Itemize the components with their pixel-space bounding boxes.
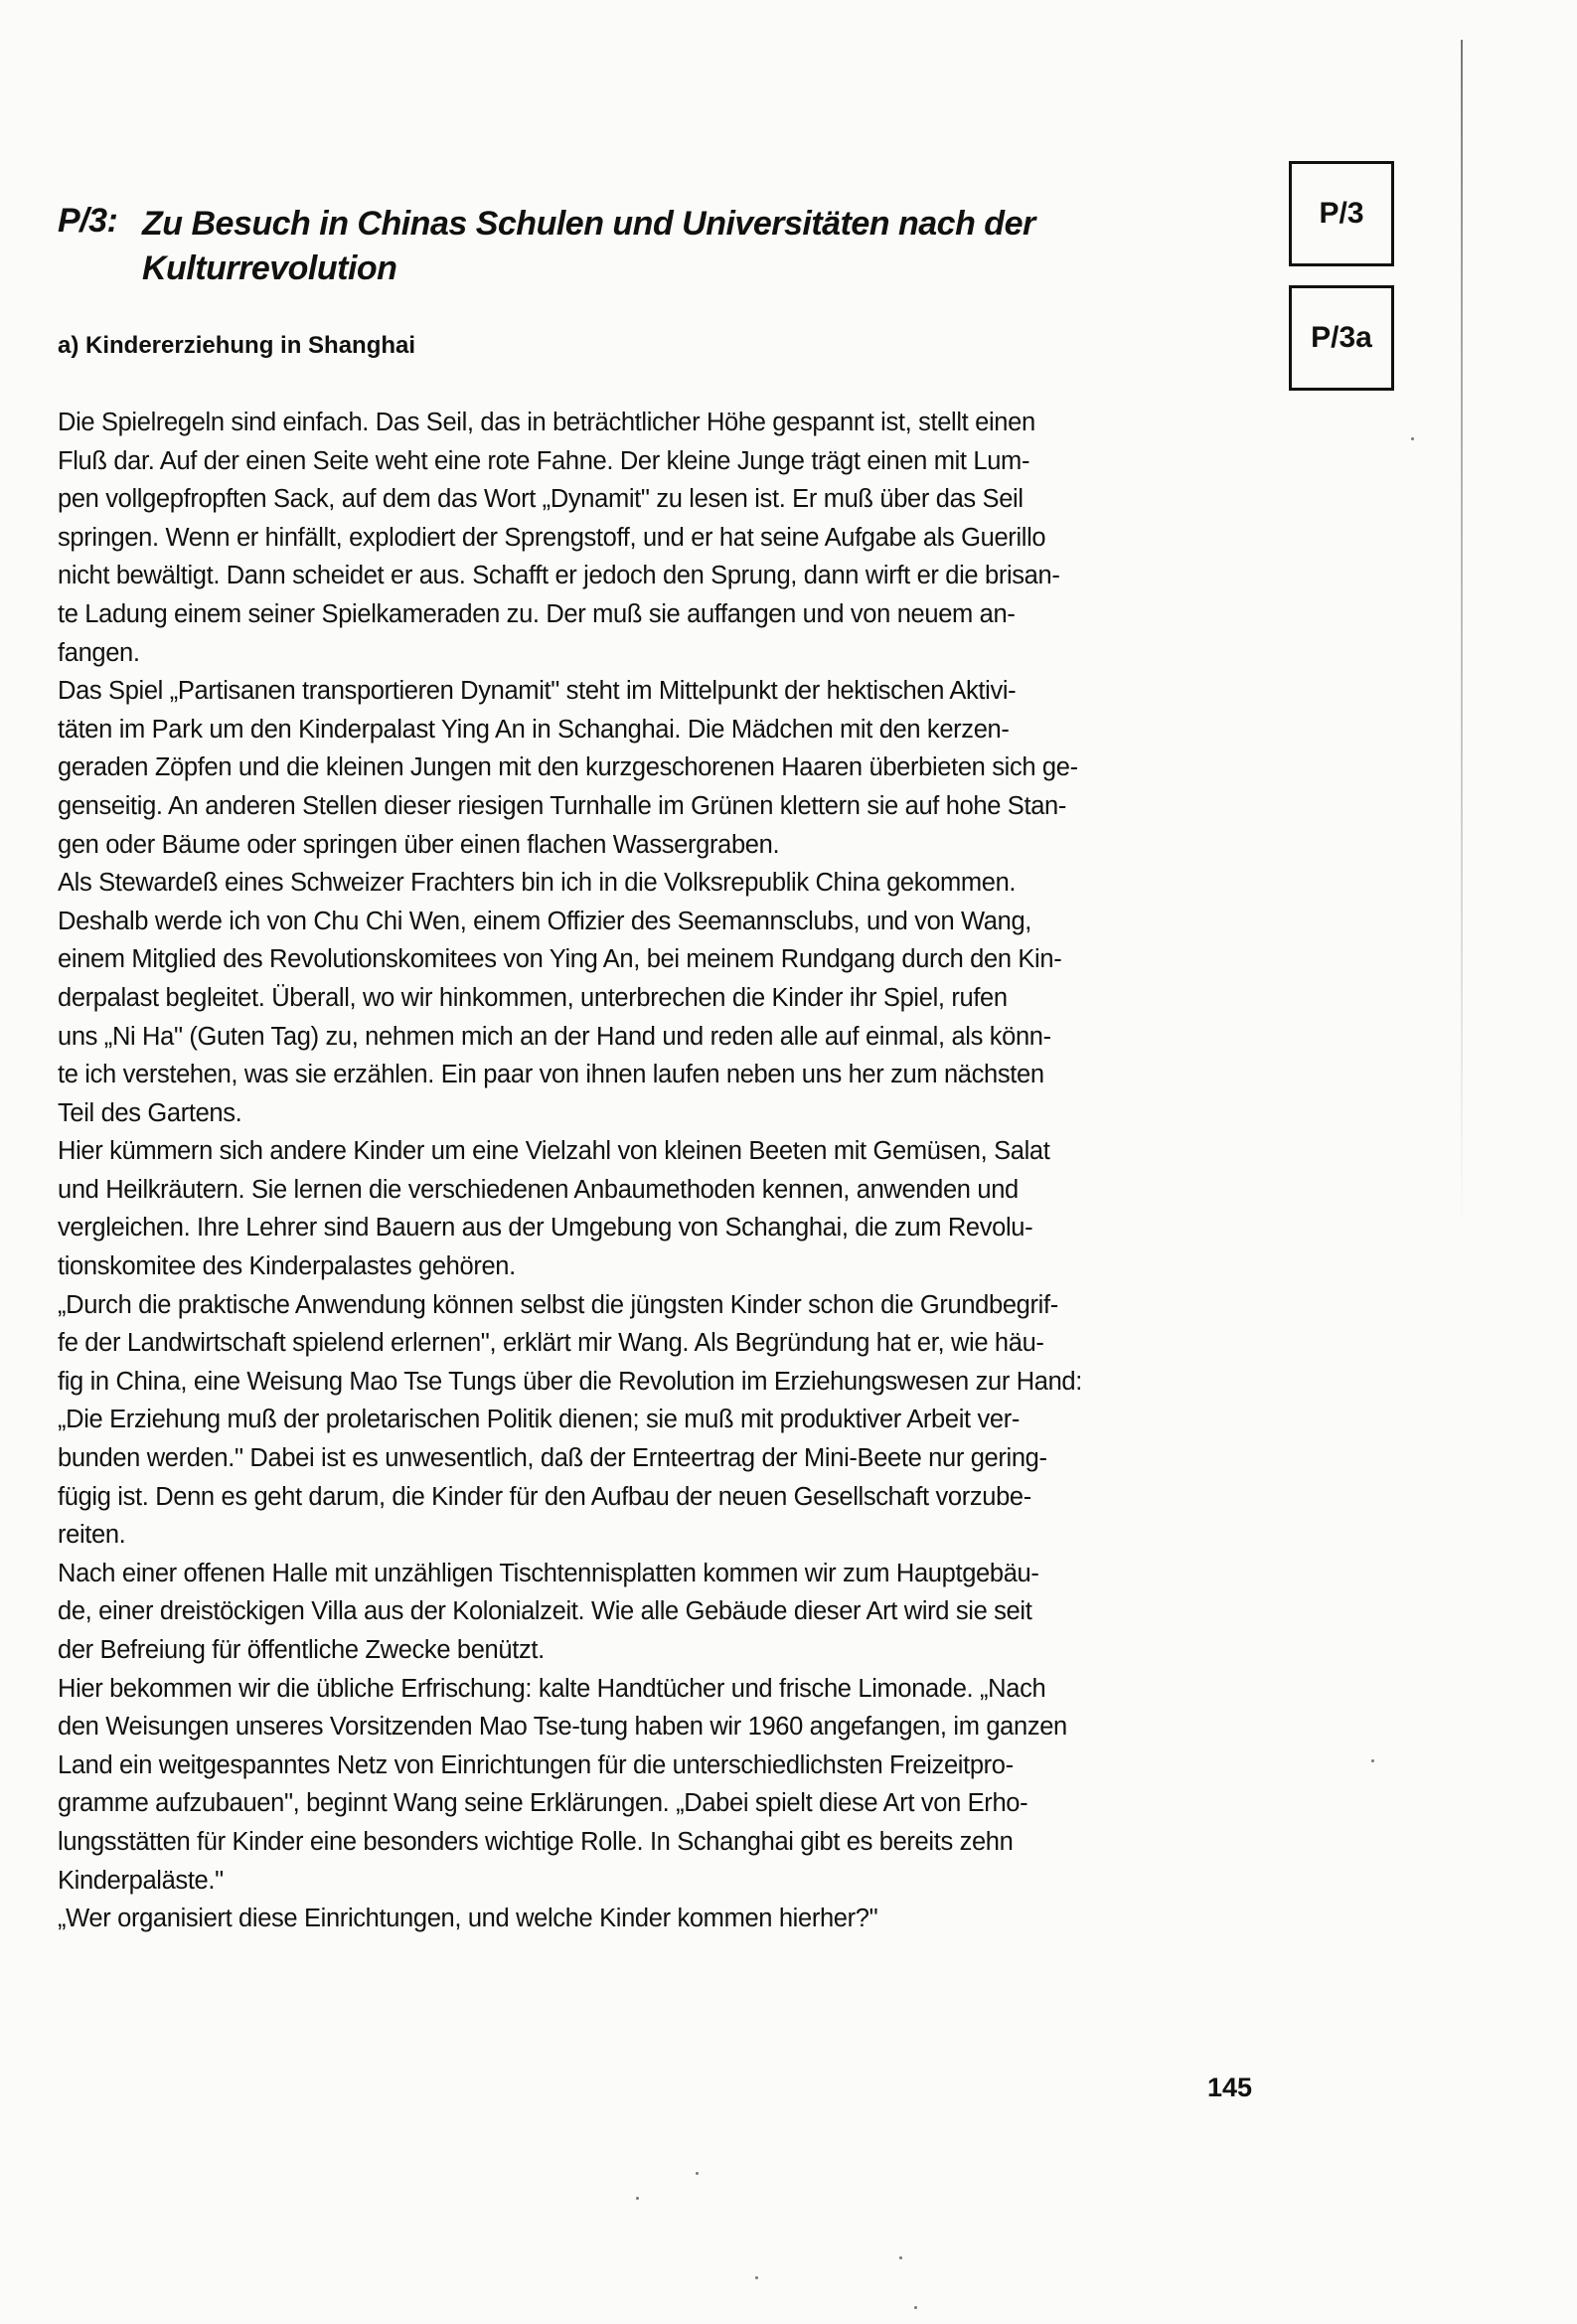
text-line: Hier bekommen wir die übliche Erfrischung: kalte Handtücher und frische Limonade. „Nach [58, 1674, 1046, 1703]
scan-speck [1371, 1759, 1374, 1762]
scan-edge-line [1461, 40, 1463, 1233]
text-line: de, einer dreistöckigen Villa aus der Kolonialzeit. Wie alle Gebäude dieser Art wird sie seit [58, 1597, 1032, 1626]
subsection-heading: a) Kindererziehung in Shanghai [58, 332, 416, 359]
text-line: lungsstätten für Kinder eine besonders wichtige Rolle. In Schanghai gibt es bereits zehn [58, 1827, 1014, 1856]
text-line: Land ein weitgespanntes Netz von Einrichtungen für die unterschiedlichsten Freizeitpro- [58, 1750, 1014, 1779]
text-line: genseitig. An anderen Stellen dieser riesigen Turnhalle im Grünen klettern sie auf hohe Stan- [58, 791, 1067, 820]
text-line: te ich verstehen, was sie erzählen. Ein paar von ihnen laufen neben uns her zum nächsten [58, 1061, 1044, 1089]
text-line: „Durch die praktische Anwendung können selbst die jüngsten Kinder schon die Grundbegrif- [58, 1290, 1058, 1319]
text-line: und Heilkräutern. Sie lernen die verschiedenen Anbaumethoden kennen, anwenden und [58, 1175, 1019, 1204]
text-line: uns „Ni Ha" (Guten Tag) zu, nehmen mich an der Hand und reden alle auf einmal, als könn- [58, 1022, 1051, 1051]
text-line: Fluß dar. Auf der einen Seite weht eine rote Fahne. Der kleine Junge trägt einen mit Lum- [58, 446, 1030, 475]
text-line: nicht bewältigt. Dann scheidet er aus. Schafft er jedoch den Sprung, dann wirft er die brisan- [58, 562, 1060, 590]
title-line-1: Zu Besuch in Chinas Schulen und Universitäten nach der [142, 205, 1035, 243]
text-line: fügig ist. Denn es geht darum, die Kinder für den Aufbau der neuen Gesellschaft vorzube- [58, 1482, 1031, 1511]
text-line: reiten. [58, 1521, 126, 1550]
text-line: fangen. [58, 638, 140, 667]
text-line: tionskomitee des Kinderpalastes gehören. [58, 1252, 516, 1281]
text-line: gen oder Bäume oder springen über einen flachen Wassergraben. [58, 830, 780, 859]
text-line: täten im Park um den Kinderpalast Ying An in Schanghai. Die Mädchen mit den kerzen- [58, 715, 1010, 744]
text-line: „Wer organisiert diese Einrichtungen, und welche Kinder kommen hierher?" [58, 1905, 878, 1933]
text-line: Nach einer offenen Halle mit unzähligen Tischtennisplatten kommen wir zum Hauptgebäu- [58, 1559, 1039, 1587]
margin-box-p3a: P/3a [1289, 285, 1394, 391]
text-line: Als Stewardeß eines Schweizer Frachters bin ich in die Volksrepublik China gekommen. [58, 869, 1017, 898]
text-line: derpalast begleitet. Überall, wo wir hinkommen, unterbrechen die Kinder ihr Spiel, rufen [58, 983, 1008, 1012]
text-line: Kinderpaläste." [58, 1866, 224, 1895]
text-line: bunden werden." Dabei ist es unwesentlich, daß der Ernteertrag der Mini-Beete nur gering- [58, 1444, 1047, 1473]
scan-speck [636, 2197, 639, 2200]
text-line: Das Spiel „Partisanen transportieren Dynamit" steht im Mittelpunkt der hektischen Aktivi- [58, 677, 1017, 706]
title-line-2: Kulturrevolution [142, 249, 397, 287]
body-text [58, 404, 1280, 1938]
text-line: der Befreiung für öffentliche Zwecke benützt. [58, 1636, 545, 1664]
scan-speck [755, 2276, 758, 2279]
scan-speck [899, 2256, 902, 2259]
text-line: vergleichen. Ihre Lehrer sind Bauern aus der Umgebung von Schanghai, die zum Revolu- [58, 1214, 1033, 1243]
text-line: Deshalb werde ich von Chu Chi Wen, einem Offizier des Seemannsclubs, und von Wang, [58, 907, 1032, 935]
text-line: fig in China, eine Weisung Mao Tse Tungs über die Revolution im Erziehungswesen zur Hand: [58, 1367, 1082, 1396]
section-code: P/3: [58, 202, 118, 240]
text-line: springen. Wenn er hinfällt, explodiert der Sprengstoff, und er hat seine Aufgabe als Guerillo [58, 523, 1046, 552]
text-line: fe der Landwirtschaft spielend erlernen", erklärt mir Wang. Als Begründung hat er, wie häu- [58, 1329, 1044, 1358]
text-line: Hier kümmern sich andere Kinder um eine Vielzahl von kleinen Beeten mit Gemüsen, Salat [58, 1137, 1050, 1166]
scan-speck [914, 2306, 917, 2309]
text-line: gramme aufzubauen", beginnt Wang seine Erklärungen. „Dabei spielt diese Art von Erho- [58, 1789, 1028, 1818]
text-line: einem Mitglied des Revolutionskomitees von Ying An, bei meinem Rundgang durch den Kin- [58, 945, 1062, 974]
text-line: Die Spielregeln sind einfach. Das Seil, das in beträchtlicher Höhe gespannt ist, stellt einen [58, 409, 1035, 436]
text-line: „Die Erziehung muß der proletarischen Politik dienen; sie muß mit produktiver Arbeit ver- [58, 1406, 1021, 1434]
text-line: geraden Zöpfen und die kleinen Jungen mit den kurzgeschorenen Haaren überbieten sich ge- [58, 753, 1078, 782]
text-line: pen vollgepfropften Sack, auf dem das Wort „Dynamit" zu lesen ist. Er muß über das Seil [58, 485, 1024, 514]
margin-box-p3: P/3 [1289, 161, 1394, 266]
text-line: Teil des Gartens. [58, 1098, 242, 1127]
scan-speck [1411, 437, 1414, 440]
scan-speck [696, 2172, 699, 2175]
section-heading [142, 202, 1136, 291]
text-line: te Ladung einem seiner Spielkameraden zu. Der muß sie auffangen und von neuem an- [58, 599, 1016, 628]
text-line: den Weisungen unseres Vorsitzenden Mao Tse-tung haben wir 1960 angefangen, im ganzen [58, 1713, 1067, 1742]
page-number: 145 [1207, 2073, 1253, 2102]
